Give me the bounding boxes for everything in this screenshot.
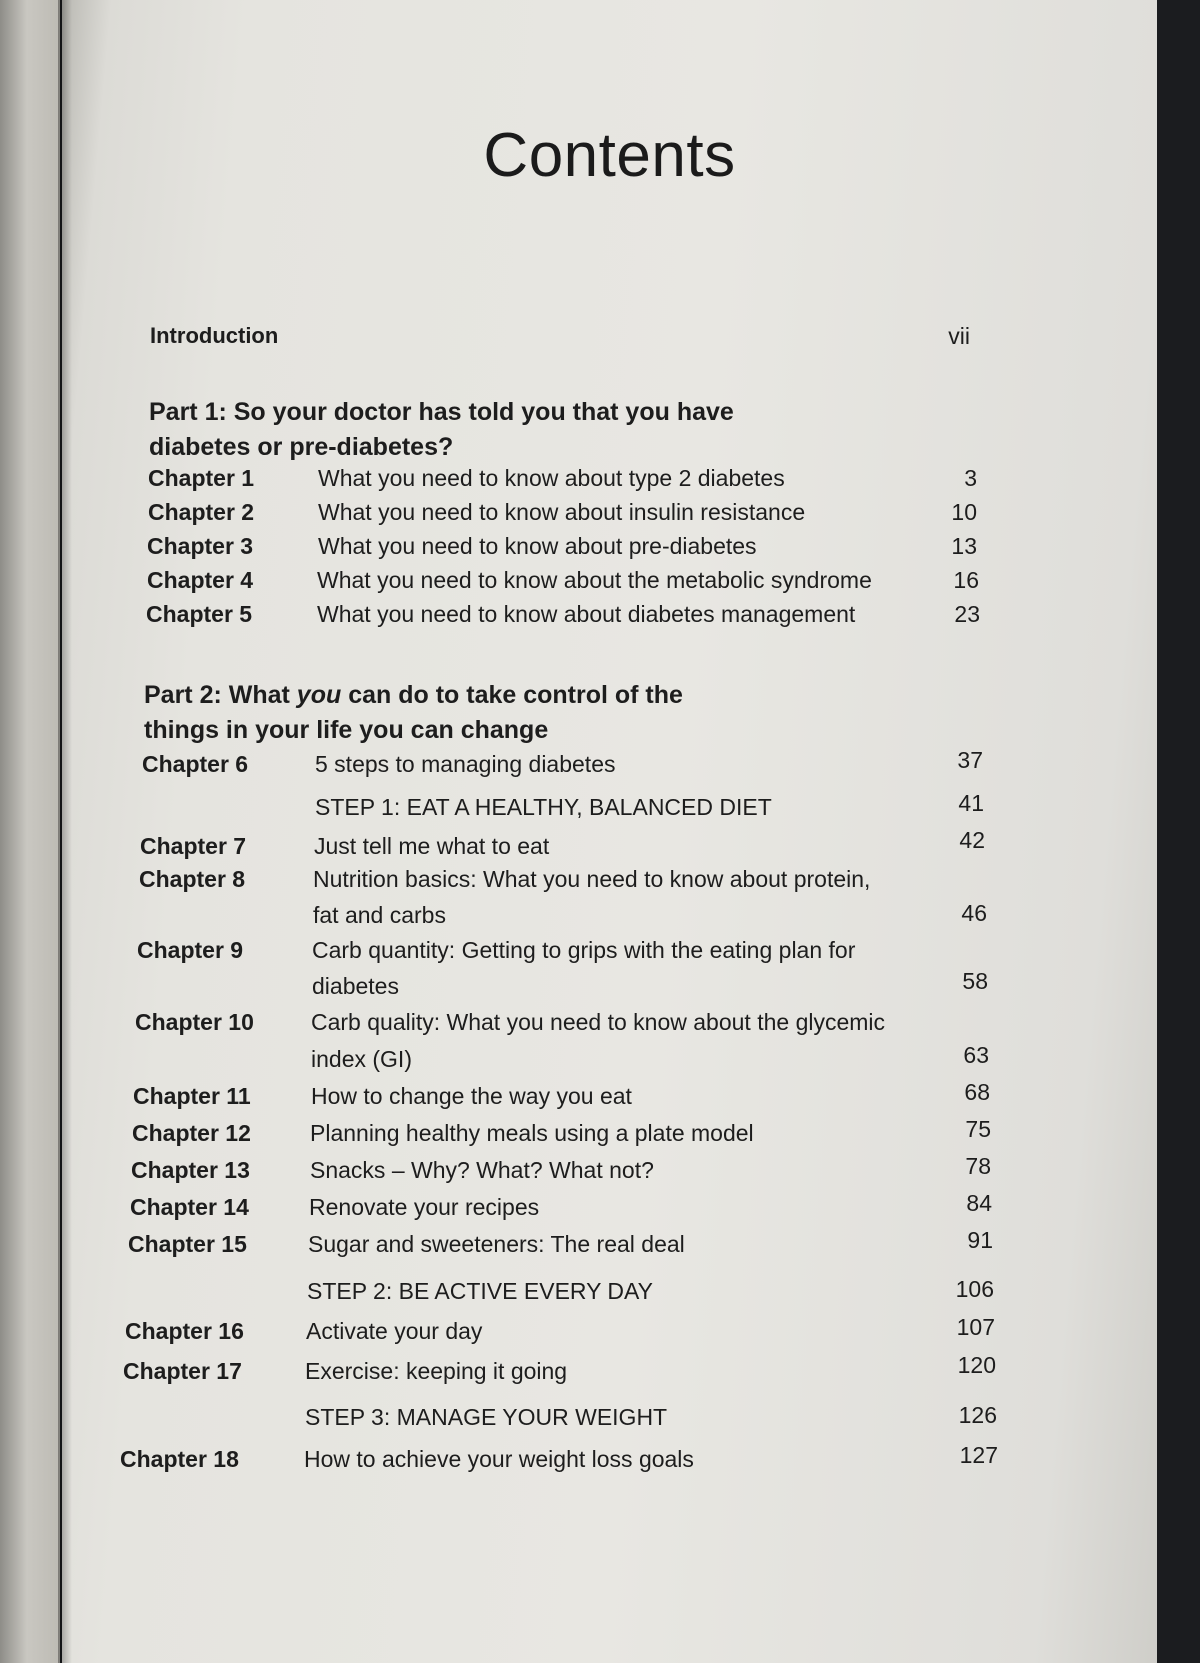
toc-row bbox=[62, 1227, 1157, 1267]
toc-row bbox=[62, 1009, 1157, 1072]
toc-row bbox=[62, 499, 1157, 535]
page-number: 37 bbox=[957, 747, 983, 773]
page-number: 58 bbox=[962, 968, 988, 994]
toc-row bbox=[62, 533, 1157, 569]
toc-step bbox=[62, 1404, 1157, 1440]
page-number: 126 bbox=[958, 1402, 997, 1428]
toc-row bbox=[62, 1079, 1157, 1119]
chapter-number: Chapter 11 bbox=[133, 1083, 251, 1109]
page-title: Contents bbox=[483, 121, 736, 190]
chapter-title: What you need to know about the metabolic syndrome bbox=[317, 567, 872, 593]
step-heading: STEP 3: MANAGE YOUR WEIGHT bbox=[305, 1404, 668, 1430]
chapter-title: Nutrition basics: What you need to know about protein, bbox=[313, 866, 871, 892]
page-gutter-shadow bbox=[58, 0, 72, 1663]
toc-row bbox=[62, 1352, 1157, 1394]
chapter-number: Chapter 8 bbox=[139, 866, 246, 892]
chapter-number: Chapter 17 bbox=[123, 1358, 242, 1384]
page-number: 16 bbox=[953, 567, 979, 593]
introduction-label: Introduction bbox=[150, 323, 279, 348]
chapter-number: Chapter 3 bbox=[147, 533, 254, 559]
page-number: 63 bbox=[963, 1042, 989, 1068]
chapter-title: 5 steps to managing diabetes bbox=[315, 751, 616, 777]
page-number: 10 bbox=[951, 499, 977, 525]
toc-row bbox=[62, 601, 1157, 637]
page-number: 13 bbox=[951, 533, 977, 559]
chapter-title: What you need to know about type 2 diabetes bbox=[318, 465, 785, 491]
step-heading: STEP 1: EAT A HEALTHY, BALANCED DIET bbox=[315, 794, 772, 820]
toc-row bbox=[62, 567, 1157, 603]
chapter-number: Chapter 10 bbox=[135, 1009, 254, 1035]
chapter-number: Chapter 15 bbox=[128, 1231, 247, 1257]
chapter-title-continued: diabetes bbox=[312, 973, 399, 999]
chapter-number: Chapter 6 bbox=[142, 751, 249, 777]
chapter-title: Exercise: keeping it going bbox=[305, 1358, 568, 1384]
page-number: 46 bbox=[961, 900, 987, 926]
chapter-title: Snacks – Why? What? What not? bbox=[310, 1157, 654, 1183]
part-2-emphasis: you bbox=[296, 681, 342, 709]
toc-row bbox=[62, 1190, 1157, 1230]
page-number: 120 bbox=[957, 1352, 996, 1378]
introduction-page: vii bbox=[948, 323, 970, 349]
book-page bbox=[62, 0, 1157, 1663]
page-number: 106 bbox=[955, 1276, 994, 1302]
page-number: 41 bbox=[958, 790, 984, 816]
chapter-title: What you need to know about diabetes management bbox=[317, 601, 856, 627]
chapter-title: Sugar and sweeteners: The real deal bbox=[308, 1231, 685, 1257]
page-number: 78 bbox=[965, 1153, 991, 1179]
toc-introduction bbox=[62, 323, 1157, 359]
chapter-title-continued: index (GI) bbox=[311, 1046, 412, 1072]
chapter-number: Chapter 18 bbox=[120, 1446, 239, 1472]
toc-row bbox=[62, 1442, 1157, 1482]
chapter-number: Chapter 14 bbox=[130, 1194, 249, 1220]
page-number: 84 bbox=[966, 1190, 992, 1216]
part-1-line-1: Part 1: So your doctor has told you that you have bbox=[149, 398, 734, 426]
chapter-title: Planning healthy meals using a plate model bbox=[310, 1120, 754, 1146]
chapter-title: Just tell me what to eat bbox=[314, 833, 550, 859]
chapter-title-continued: fat and carbs bbox=[313, 902, 446, 928]
part-2-line-2: things in your life you can change bbox=[144, 716, 549, 744]
chapter-title: Carb quality: What you need to know about the glycemic bbox=[311, 1009, 886, 1035]
toc-row bbox=[62, 1116, 1157, 1156]
toc-row bbox=[62, 1153, 1157, 1193]
page-number: 42 bbox=[959, 827, 985, 853]
page-number: 127 bbox=[959, 1442, 998, 1468]
page-number: 68 bbox=[964, 1079, 990, 1105]
toc-step bbox=[62, 790, 1157, 830]
page-number: 23 bbox=[954, 601, 980, 627]
page-number: 3 bbox=[964, 465, 977, 491]
chapter-number: Chapter 4 bbox=[147, 567, 254, 593]
part-1-line-2: diabetes or pre-diabetes? bbox=[149, 433, 454, 461]
chapter-number: Chapter 1 bbox=[148, 465, 255, 491]
chapter-title: Activate your day bbox=[306, 1318, 483, 1344]
chapter-number: Chapter 7 bbox=[140, 833, 247, 859]
toc-row bbox=[62, 1314, 1157, 1354]
toc-row bbox=[62, 827, 1157, 869]
part-1-heading bbox=[149, 395, 734, 465]
page-number: 107 bbox=[956, 1314, 995, 1340]
chapter-number: Chapter 9 bbox=[137, 937, 244, 963]
part-2-line-1 bbox=[144, 678, 683, 713]
part-2-line-1-start: Part 2: What bbox=[144, 681, 297, 709]
toc-row bbox=[62, 465, 1157, 501]
toc-row bbox=[62, 747, 1157, 787]
toc-row bbox=[62, 866, 1157, 928]
page-number: 75 bbox=[965, 1116, 991, 1142]
chapter-title: What you need to know about insulin resistance bbox=[318, 499, 806, 525]
chapter-number: Chapter 16 bbox=[125, 1318, 244, 1344]
page-number: 91 bbox=[967, 1227, 993, 1253]
chapter-title: How to change the way you eat bbox=[311, 1083, 632, 1109]
toc-step bbox=[62, 1278, 1157, 1314]
chapter-number: Chapter 12 bbox=[132, 1120, 251, 1146]
chapter-title: What you need to know about pre-diabetes bbox=[318, 533, 757, 559]
chapter-title: How to achieve your weight loss goals bbox=[304, 1446, 694, 1472]
facing-page-edge bbox=[0, 0, 60, 1663]
toc-row bbox=[62, 937, 1157, 999]
chapter-number: Chapter 5 bbox=[146, 601, 253, 627]
chapter-number: Chapter 2 bbox=[148, 499, 255, 525]
step-heading: STEP 2: BE ACTIVE EVERY DAY bbox=[307, 1278, 653, 1304]
chapter-title: Carb quantity: Getting to grips with the eating plan for bbox=[312, 937, 856, 963]
part-2-line-1-end: can do to take control of the bbox=[341, 681, 683, 709]
part-2-heading bbox=[144, 678, 683, 748]
chapter-title: Renovate your recipes bbox=[309, 1194, 540, 1220]
chapter-number: Chapter 13 bbox=[131, 1157, 250, 1183]
